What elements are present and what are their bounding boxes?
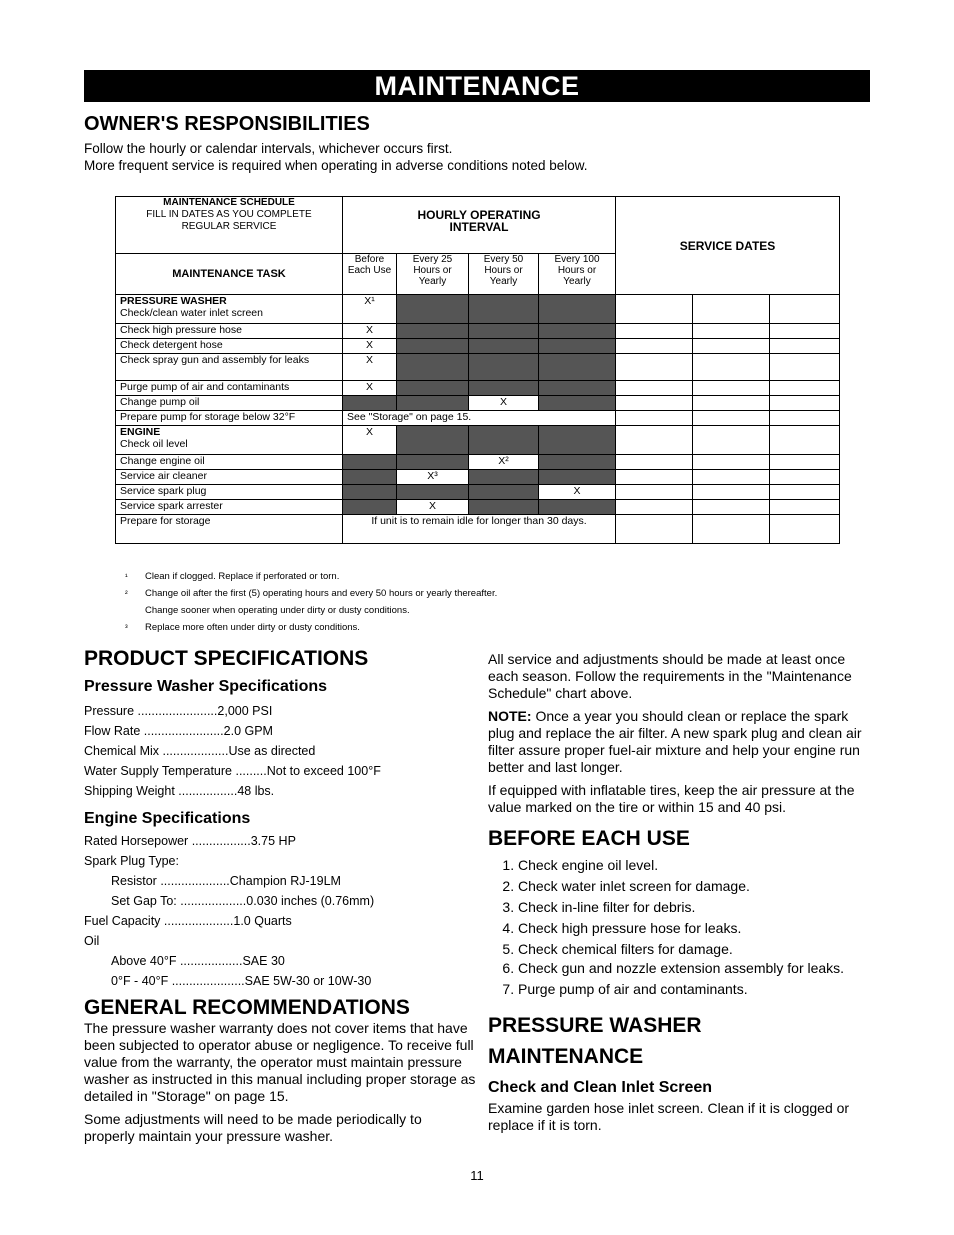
spec-value: 3.75 HP: [250, 834, 296, 848]
before-each-use-heading: BEFORE EACH USE: [488, 827, 690, 850]
task-cell: Change engine oil: [116, 455, 343, 470]
schedule-header-cell: [116, 197, 343, 254]
tire-paragraph: If equipped with inflatable tires, keep the air pressure at the value marked on the tire or within 15 and 40 psi.: [488, 782, 855, 815]
footnote-text: Replace more often under dirty or dusty conditions.: [145, 622, 360, 633]
spec-value: Champion RJ-19LM: [229, 874, 341, 888]
spec-row: Above 40°F .................. SAE 30: [84, 951, 476, 971]
task-cell: Service spark plug: [116, 485, 343, 500]
pw-maintenance-title-2: MAINTENANCE: [488, 1045, 644, 1068]
footnotes: [125, 568, 497, 636]
hourly-title-2: INTERVAL: [449, 220, 509, 234]
pw-maintenance-title-1: PRESSURE WASHER: [488, 1014, 702, 1037]
section-pressure-washer: PRESSURE WASHER: [120, 295, 227, 307]
general-paragraph-1: The pressure washer warranty does not cover items that have been subjected to operator abuse or negligence. To receive full value from the warranty, the operator must maintain pressure washer as instructed in this manual including proper storage as detailed in "Storage" on page 15.: [84, 1020, 476, 1104]
task-cell: Check detergent hose: [116, 339, 343, 354]
note-label: NOTE:: [488, 708, 532, 724]
list-item: 1. Check engine oil level.: [518, 855, 876, 876]
spec-row: [84, 931, 476, 951]
left-column: [84, 646, 476, 1151]
note-paragraph: [488, 708, 876, 776]
spec-row: Set Gap To: ................... 0.030 inches (0.76mm): [84, 891, 476, 911]
task-cell: Service air cleaner: [116, 470, 343, 485]
col-every-100: Every 100 Hours or Yearly: [539, 254, 616, 295]
spec-label: Fuel Capacity: [84, 914, 161, 928]
list-item: 6. Check gun and nozzle extension assembly for leaks.: [518, 960, 876, 976]
mark-cell: X: [343, 339, 397, 354]
maintenance-banner: MAINTENANCE: [84, 70, 870, 102]
section-engine: ENGINE: [120, 426, 161, 438]
task-cell: Change pump oil: [116, 396, 343, 411]
spec-label: Rated Horsepower: [84, 834, 189, 848]
footnote: [125, 568, 497, 585]
spec-label: Pressure: [84, 704, 135, 718]
spec-row: Water Supply Temperature ......... Not to exceed 100°F: [84, 761, 476, 781]
spec-row: 0°F - 40°F ..................... SAE 5W-30 or 10W-30: [84, 971, 476, 991]
footnote-text: Clean if clogged. Replace if perforated or torn.: [145, 571, 340, 582]
footnote: [125, 619, 497, 636]
inlet-screen-heading: Check and Clean Inlet Screen: [488, 1079, 713, 1096]
mark-cell: X: [343, 354, 397, 381]
mark-cell: X: [343, 324, 397, 339]
task-cell: Service spark arrester: [116, 500, 343, 515]
mark-cell: X: [343, 381, 397, 396]
spec-value: Use as directed: [228, 744, 316, 758]
schedule-header-title: MAINTENANCE SCHEDULE: [163, 197, 295, 208]
hourly-interval-header: [343, 197, 616, 254]
spec-value: 2.0 GPM: [223, 724, 273, 738]
spec-row: Rated Horsepower ................. 3.75 HP: [84, 831, 476, 851]
owners-line-1: Follow the hourly or calendar intervals, whichever occurs first.: [84, 141, 453, 156]
spec-label: Shipping Weight: [84, 784, 175, 798]
footnote-mark: ¹: [125, 572, 128, 581]
task-cell: [116, 295, 343, 324]
right-column: [488, 651, 876, 1140]
task-header: MAINTENANCE TASK: [116, 254, 343, 295]
footnote-text: Change sooner when operating under dirty or dusty conditions.: [145, 605, 410, 616]
spec-row: Shipping Weight ................. 48 lbs.: [84, 781, 476, 801]
before-each-use-list: [488, 855, 876, 1000]
mark-cell: X: [539, 485, 616, 500]
storage-note-cell: See "Storage" on page 15.: [343, 411, 616, 426]
task-cell: [116, 426, 343, 455]
spec-label: Oil: [84, 934, 100, 948]
mark-cell: X²: [469, 455, 539, 470]
spec-label: 0°F - 40°F: [111, 974, 169, 988]
footnote: [125, 602, 497, 619]
list-item: 4. Check high pressure hose for leaks.: [518, 918, 876, 939]
footnote-mark: ³: [125, 623, 128, 632]
spec-label: Chemical Mix: [84, 744, 160, 758]
schedule-header-sub2: REGULAR SERVICE: [181, 221, 277, 232]
task-label: Check oil level: [120, 438, 188, 450]
spec-label: Water Supply Temperature: [84, 764, 232, 778]
footnote: [125, 585, 497, 602]
storage-idle-cell: If unit is to remain idle for longer than 30 days.: [343, 515, 616, 544]
hourly-title: HOURLY OPERATING: [417, 208, 541, 222]
task-cell: Check high pressure hose: [116, 324, 343, 339]
spec-row: Flow Rate ....................... 2.0 GPM: [84, 721, 476, 741]
spec-value: 2,000 PSI: [217, 704, 273, 718]
spec-label: Set Gap To:: [111, 894, 177, 908]
spec-label: Above 40°F: [111, 954, 177, 968]
col-every-25: Every 25 Hours or Yearly: [397, 254, 469, 295]
service-paragraph: All service and adjustments should be made at least once each season. Follow the requirements in the "Maintenance Schedule" chart above.: [488, 651, 852, 701]
mark-cell: X: [397, 500, 469, 515]
col-every-50: Every 50 Hours or Yearly: [469, 254, 539, 295]
service-dates-header: SERVICE DATES: [616, 197, 840, 295]
list-item: 7. Purge pump of air and contaminants.: [518, 979, 876, 1000]
spec-value: 0.030 inches (0.76mm): [246, 894, 375, 908]
mark-cell: X¹: [343, 295, 397, 324]
maintenance-schedule-table: [115, 196, 840, 544]
spec-row: [84, 851, 476, 871]
product-spec-heading: PRODUCT SPECIFICATIONS: [84, 647, 369, 670]
spec-row: Resistor .................... Champion RJ-19LM: [84, 871, 476, 891]
general-recommendations-heading: GENERAL RECOMMENDATIONS: [84, 996, 410, 1019]
general-paragraph-2: Some adjustments will need to be made periodically to properly maintain your pressure washer.: [84, 1111, 422, 1144]
col-before-each-use: Before Each Use: [343, 254, 397, 295]
spec-value: 48 lbs.: [237, 784, 275, 798]
spec-row: Fuel Capacity .................... 1.0 Quarts: [84, 911, 476, 931]
mark-cell: X: [469, 396, 539, 411]
mark-cell: X³: [397, 470, 469, 485]
schedule-header-sub1: FILL IN DATES AS YOU COMPLETE: [146, 209, 312, 220]
task-cell: Purge pump of air and contaminants: [116, 381, 343, 396]
spec-row: Chemical Mix ................... Use as directed: [84, 741, 476, 761]
spec-label: Flow Rate: [84, 724, 141, 738]
owners-heading: OWNER'S RESPONSIBILITIES: [84, 113, 370, 135]
task-cell: Check spray gun and assembly for leaks: [116, 354, 343, 381]
task-label: Check/clean water inlet screen: [120, 307, 263, 319]
owners-intro: [84, 140, 588, 174]
spec-value: 1.0 Quarts: [233, 914, 292, 928]
spec-label: Spark Plug Type:: [84, 854, 179, 868]
pw-spec-heading: Pressure Washer Specifications: [84, 678, 328, 695]
engine-spec-heading: Engine Specifications: [84, 810, 251, 827]
list-item: 5. Check chemical filters for damage.: [518, 939, 876, 960]
spec-label: Resistor: [111, 874, 157, 888]
mark-cell: X: [343, 426, 397, 455]
list-item: 2. Check water inlet screen for damage.: [518, 876, 876, 897]
footnote-text: Change oil after the first (5) operating hours and every 50 hours or yearly thereafter.: [145, 588, 498, 599]
footnote-mark: ²: [125, 589, 128, 598]
list-item: 3. Check in-line filter for debris.: [518, 897, 876, 918]
task-cell: Prepare pump for storage below 32°F: [116, 411, 343, 426]
owners-line-2: More frequent service is required when operating in adverse conditions noted below.: [84, 158, 588, 173]
spec-value: Not to exceed 100°F: [266, 764, 381, 778]
page-number: 11: [470, 1168, 484, 1183]
spec-row: Pressure ....................... 2,000 PSI: [84, 701, 476, 721]
note-text: Once a year you should clean or replace the spark plug and replace the air filter. A new spark plug and clean air filter assure proper fuel-air mixture and help your engine run better and last longer.: [488, 708, 862, 775]
task-cell: Prepare for storage: [116, 515, 343, 544]
spec-value: SAE 30: [242, 954, 285, 968]
spec-value: SAE 5W-30 or 10W-30: [244, 974, 372, 988]
pw-maintenance-heading: [488, 1010, 876, 1072]
inlet-screen-text: Examine garden hose inlet screen. Clean if it is clogged or replace if it is torn.: [488, 1100, 850, 1133]
